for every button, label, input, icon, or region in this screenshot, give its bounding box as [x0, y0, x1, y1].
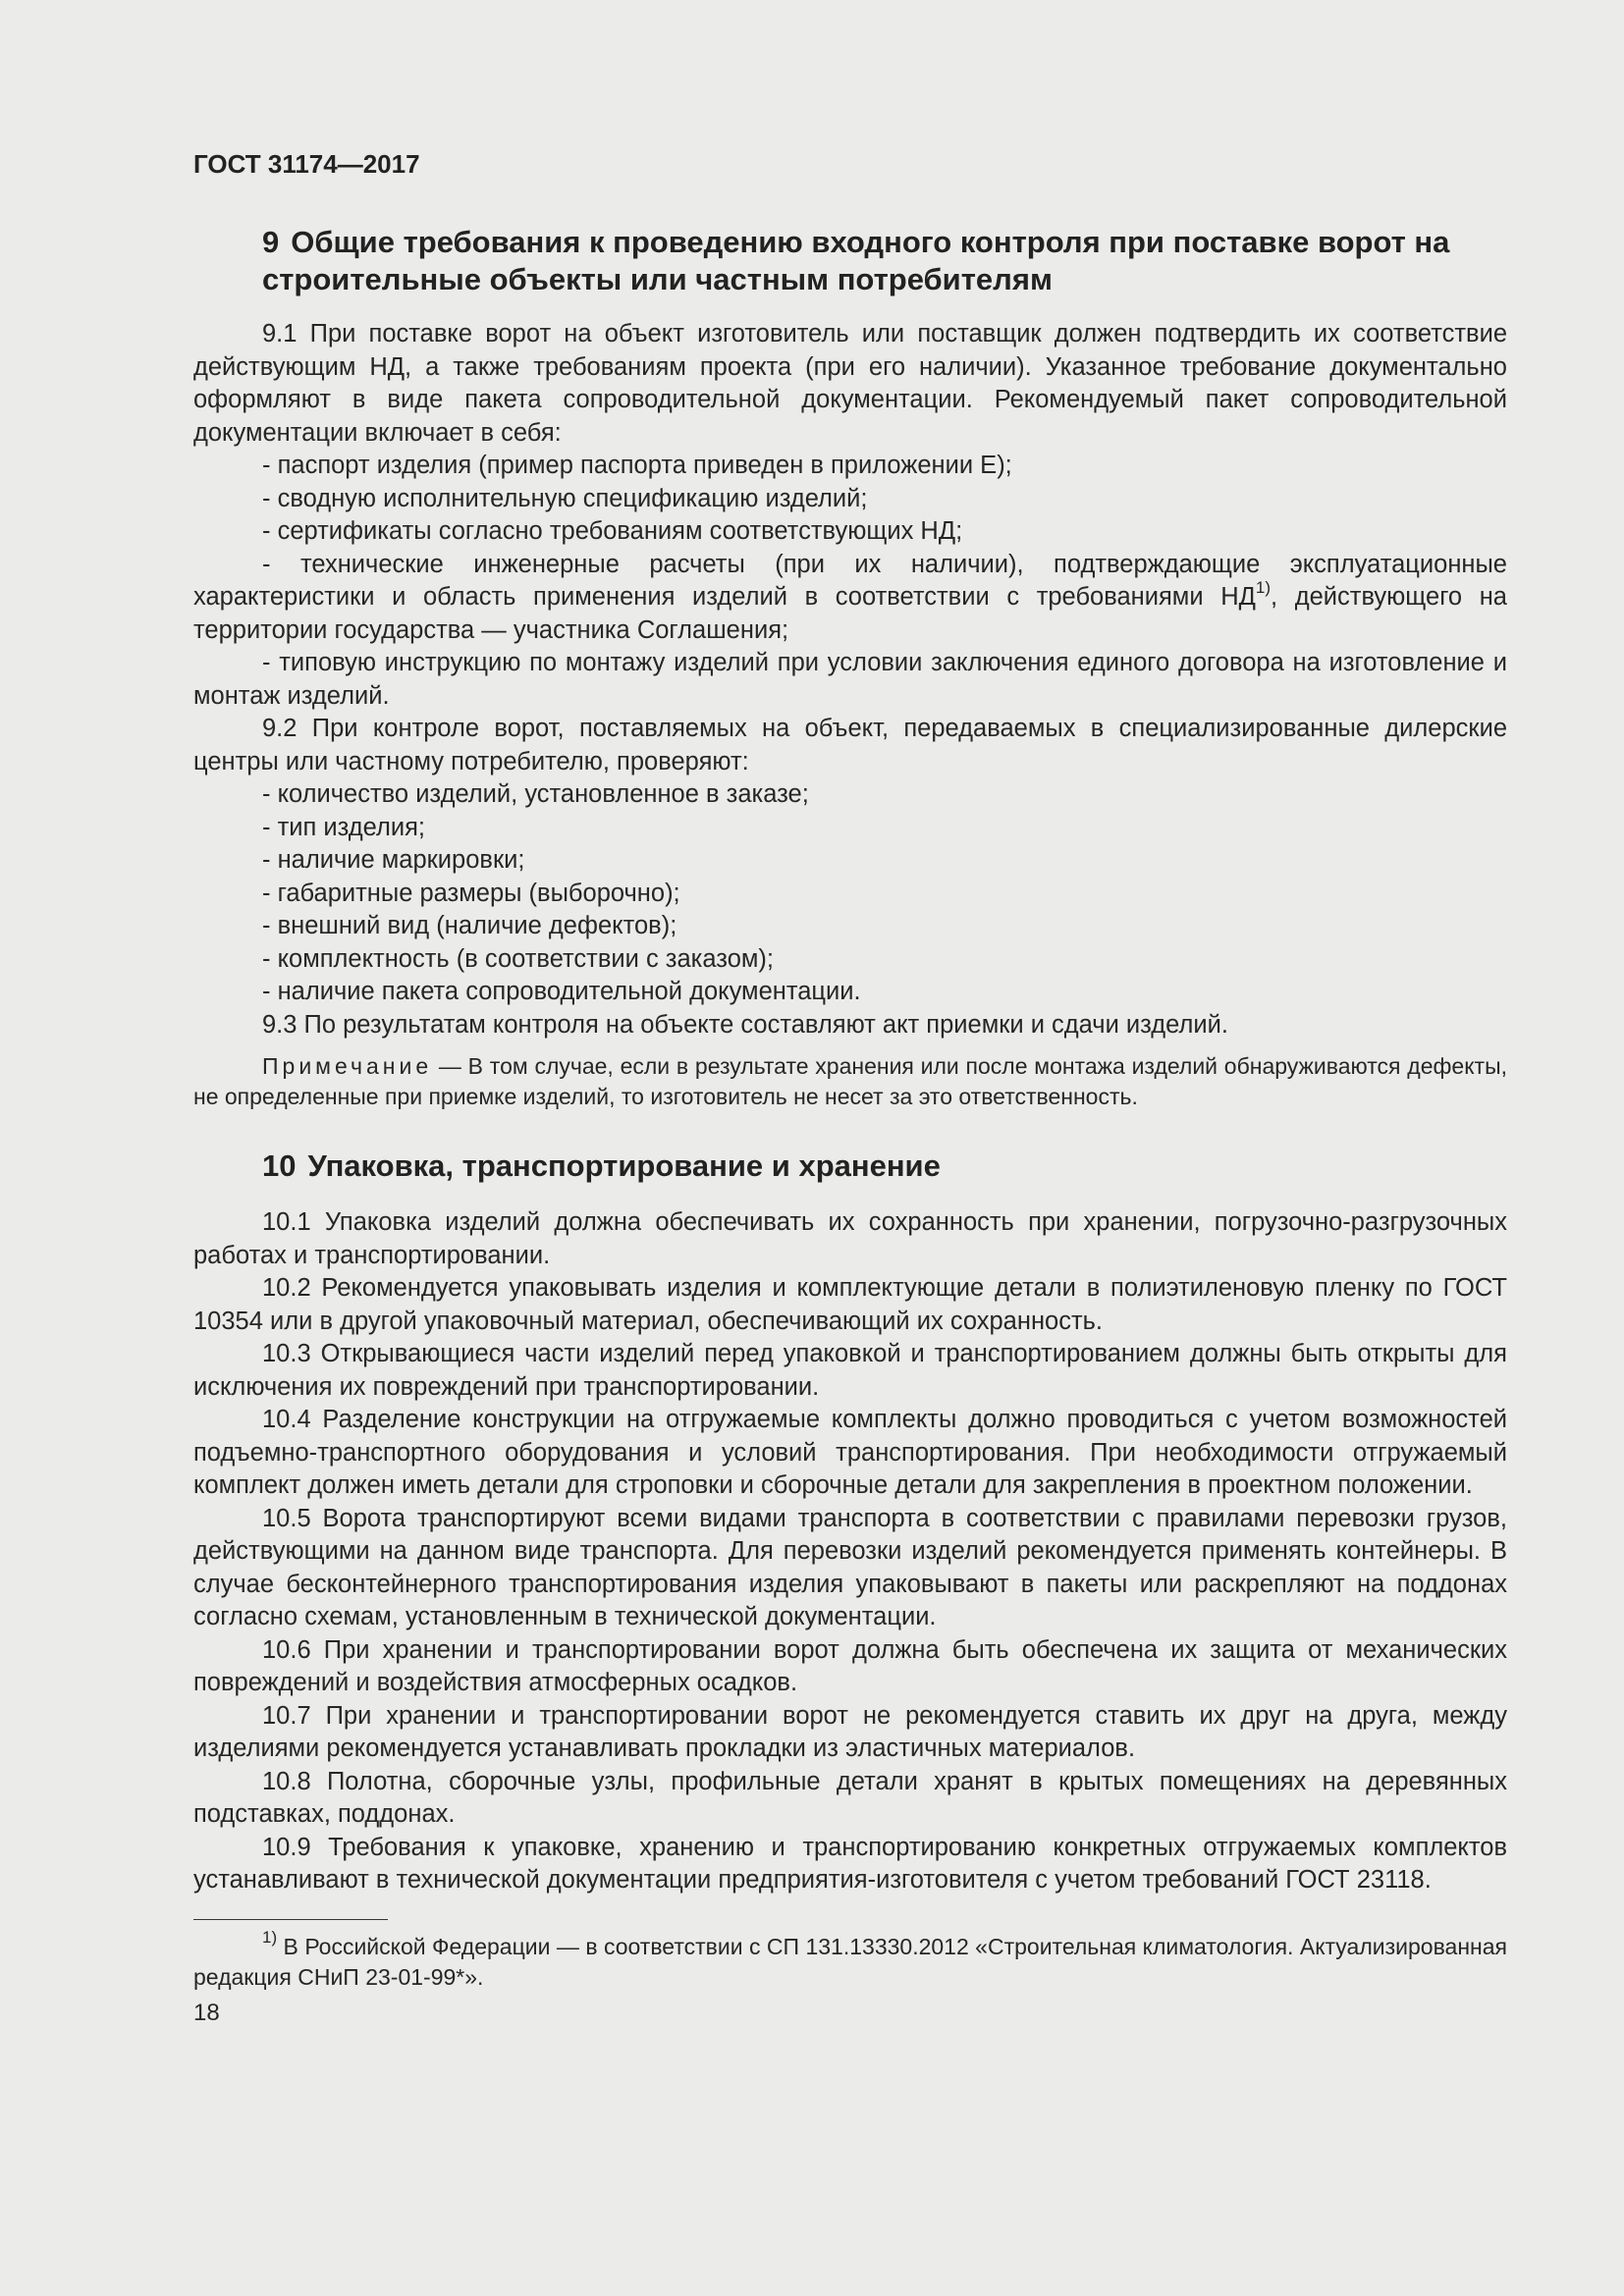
list-item-text: - технические инженерные расчеты (при их наличии), подтверждающие эксплуатационные характеристики и область применения изделий в соответствии с требованиями НД [193, 550, 1507, 611]
clause-10-2: 10.2 Рекомендуется упаковывать изделия и комплектующие детали в полиэтиленовую пленку по ГОСТ 10354 или в другой упаковочный материал, обеспечивающий их сохранность. [193, 1274, 1507, 1335]
list-item: - количество изделий, установленное в заказе; [262, 780, 809, 808]
clause-10-1: 10.1 Упаковка изделий должна обеспечивать их сохранность при хранении, погрузочно-разгрузочных работах и транспортировании. [193, 1208, 1507, 1269]
list-item: - габаритные размеры (выборочно); [262, 879, 680, 907]
list-item: - наличие пакета сопроводительной документации. [262, 978, 861, 1005]
clause-10-9: 10.9 Требования к упаковке, хранению и транспортированию конкретных отгружаемых комплектов устанавливают в технической документации предприятия-изготовителя с учетом требований ГОСТ 23118. [193, 1833, 1507, 1894]
clause-9-1: 9.1 При поставке ворот на объект изготовитель или поставщик должен подтвердить их соответствие действующим НД, а также требованиям проекта (при его наличии). Указанное требование документально оформляют в виде пакета сопроводительной документации. Рекомендуемый пакет сопроводительной документации включает в себя: [193, 320, 1507, 447]
list-item-text-cont: , действующего на территории государства — участника Соглашения; [193, 583, 1507, 644]
section-10-heading [193, 1148, 1507, 1185]
note-label: Примечание [262, 1053, 433, 1079]
clause-9-2: 9.2 При контроле ворот, поставляемых на объект, передаваемых в специализированные дилерские центры или частному потребителю, проверяют: [193, 715, 1507, 775]
list-item [193, 549, 1507, 648]
footnote-reference[interactable]: 1) [1255, 577, 1272, 597]
footnote-marker: 1) [262, 1927, 278, 1947]
list-item: - сертификаты согласно требованиям соответствующих НД; [262, 517, 963, 545]
section-number: 9 [262, 225, 280, 259]
page-number: 18 [193, 1999, 220, 2026]
footnote [193, 1927, 1507, 1993]
note-text: — В том случае, если в результате хранения или после монтажа изделий обнаруживаются дефекты, не определенные при приемке изделий, то изготовитель не несет за это ответственность. [193, 1053, 1507, 1109]
section-number: 10 [262, 1148, 297, 1183]
list-item: - паспорт изделия (пример паспорта приведен в приложении Е); [262, 452, 1012, 479]
clause-10-5: 10.5 Ворота транспортируют всеми видами транспорта в соответствии с правилами перевозки грузов, действующими на данном виде транспорта. Для перевозки изделий рекомендуется применять контейнеры. В случае бесконтейнерного транспортирования изделия упаковывают в пакеты или раскрепляют на поддонах согласно схемам, установленным в технической документации. [193, 1504, 1507, 1630]
list-item: - типовую инструкцию по монтажу изделий при условии заключения единого договора на изготовление и монтаж изделий. [193, 649, 1507, 710]
list-item: - комплектность (в соответствии с заказом); [262, 944, 774, 973]
section-title: Упаковка, транспортирование и хранение [307, 1148, 941, 1183]
list-item: - сводную исполнительную спецификацию изделий; [262, 484, 868, 512]
clause-10-7: 10.7 При хранении и транспортировании ворот не рекомендуется ставить их друг на друга, между изделиями рекомендуется устанавливать прокладки из эластичных материалов. [193, 1701, 1507, 1762]
clause-10-4: 10.4 Разделение конструкции на отгружаемые комплекты должно проводиться с учетом возможностей подъемно-транспортного оборудования и условий транспортирования. При необходимости отгружаемый комплект должен иметь детали для строповки и сборочные детали для закрепления в проектном положении. [193, 1406, 1507, 1499]
list-item: - внешний вид (наличие дефектов); [262, 912, 677, 939]
list-item: - тип изделия; [262, 813, 425, 841]
note [193, 1051, 1507, 1112]
section-title: Общие требования к проведению входного контроля при поставке ворот на строительные объекты или частным потребителям [262, 225, 1450, 296]
standard-code-header: ГОСТ 31174—2017 [193, 149, 420, 179]
list-item: - наличие маркировки; [262, 846, 525, 874]
clause-10-8: 10.8 Полотна, сборочные узлы, профильные детали хранят в крытых помещениях на деревянных подставках, поддонах. [193, 1767, 1507, 1828]
footnote-text: В Российской Федерации — в соответствии с СП 131.13330.2012 «Строительная климатология. Актуализированная редакция СНиП 23-01-99*». [193, 1933, 1507, 1990]
clause-10-3: 10.3 Открывающиеся части изделий перед упаковкой и транспортированием должны быть открыты для исключения их повреждений при транспортировании. [193, 1340, 1507, 1401]
clause-9-3: 9.3 По результатам контроля на объекте составляют акт приемки и сдачи изделий. [262, 1010, 1228, 1039]
page-content [193, 224, 1507, 2028]
clause-10-6: 10.6 При хранении и транспортировании ворот должна быть обеспечена их защита от механических повреждений и воздействия атмосферных осадков. [193, 1635, 1507, 1696]
section-9-heading [193, 224, 1507, 298]
